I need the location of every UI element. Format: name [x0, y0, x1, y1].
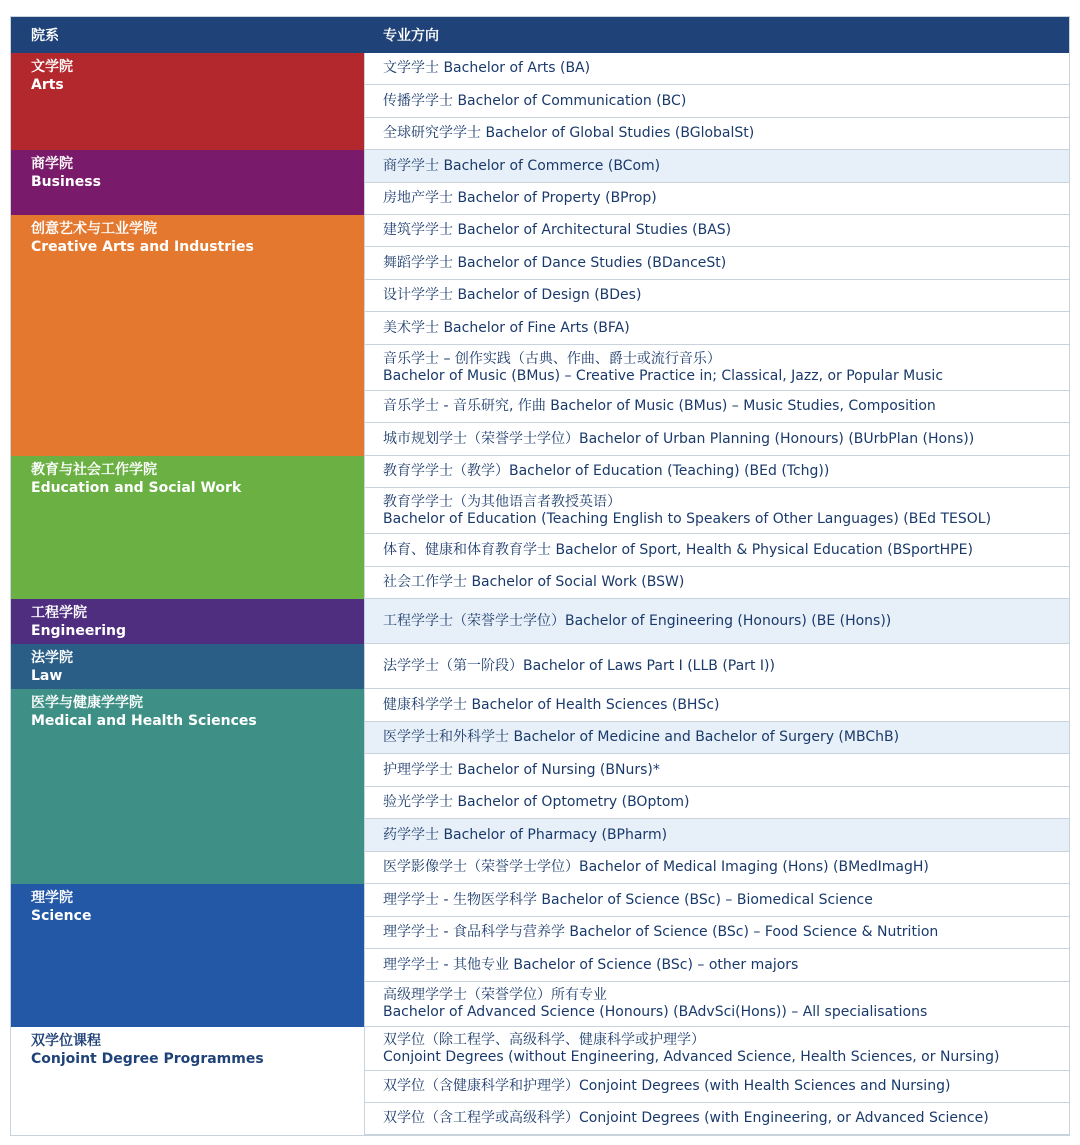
programme-row — [364, 787, 1069, 819]
programme-text: 商学学士 Bachelor of Commerce (BCom) — [383, 157, 661, 174]
programme-text: 美术学士 Bachelor of Fine Arts (BFA) — [383, 319, 630, 336]
faculty-cell — [11, 456, 364, 599]
faculty-name-zh: 文学院 — [31, 59, 73, 75]
faculty-cell — [11, 1027, 364, 1135]
faculty-name-en: Law — [31, 668, 63, 684]
programme-list — [364, 1027, 1069, 1135]
faculty-name-zh: 理学院 — [31, 890, 73, 906]
faculty-name-en: Business — [31, 174, 101, 190]
programme-row — [364, 280, 1069, 312]
programme-row — [364, 819, 1069, 852]
programme-text: 医学学士和外科学士 Bachelor of Medicine and Bachelor of Surgery (MBChB) — [383, 729, 900, 745]
programme-row — [364, 567, 1069, 599]
programme-list — [364, 150, 1069, 215]
programme-text: 药学学士 Bachelor of Pharmacy (BPharm) — [383, 826, 668, 843]
header-major: 专业方向 — [383, 28, 439, 44]
programme-text: 理学学士 - 生物医学科学 Bachelor of Science (BSc) – Biomedical Science — [383, 891, 873, 908]
faculty-name-en: Science — [31, 908, 92, 924]
faculty-group — [11, 599, 1069, 644]
programme-text: 护理学学士 Bachelor of Nursing (BNurs)* — [383, 761, 660, 778]
programme-text: 医学影像学士（荣誉学士学位）Bachelor of Medical Imaging (Hons) (BMedImagH) — [383, 859, 929, 875]
programme-text: 验光学学士 Bachelor of Optometry (BOptom) — [383, 794, 690, 810]
programme-text: 高级理学学士（荣誉学位）所有专业 — [383, 987, 607, 1003]
faculty-cell — [11, 53, 364, 150]
programme-table — [10, 16, 1070, 1136]
programme-text: 理学学士 - 食品科学与营养学 Bachelor of Science (BSc) – Food Science & Nutrition — [383, 924, 939, 940]
table-header — [11, 17, 1069, 53]
programme-text: 双学位（除工程学、高级科学、健康科学或护理学） — [383, 1031, 705, 1048]
faculty-group — [11, 644, 1069, 689]
programme-row — [364, 1027, 1069, 1071]
programme-text: 双学位（含工程学或高级科学）Conjoint Degrees (with Engineering, or Advanced Science) — [383, 1110, 989, 1126]
programme-text: 教育学学士（教学）Bachelor of Education (Teaching) (BEd (Tchg)) — [383, 463, 830, 479]
programme-list — [364, 644, 1069, 689]
programme-text: Bachelor of Advanced Science (Honours) (BAdvSci(Hons)) – All specialisations — [383, 1004, 928, 1020]
programme-list — [364, 689, 1069, 884]
programme-text: 双学位（含健康科学和护理学）Conjoint Degrees (with Health Sciences and Nursing) — [383, 1078, 951, 1094]
programme-text: 传播学学士 Bachelor of Communication (BC) — [383, 92, 687, 109]
programme-list — [364, 599, 1069, 644]
programme-row — [364, 949, 1069, 982]
faculty-group — [11, 150, 1069, 215]
programme-row — [364, 852, 1069, 884]
programme-row — [364, 85, 1069, 118]
programme-row — [364, 644, 1069, 689]
faculty-cell — [11, 884, 364, 1027]
programme-row — [364, 884, 1069, 917]
programme-text: 建筑学学士 Bachelor of Architectural Studies (BAS) — [383, 222, 732, 238]
faculty-name-en: Conjoint Degree Programmes — [31, 1051, 264, 1067]
faculty-group — [11, 689, 1069, 884]
faculty-cell — [11, 150, 364, 215]
programme-text: 社会工作学士 Bachelor of Social Work (BSW) — [383, 574, 685, 590]
faculty-name-en: Medical and Health Sciences — [31, 713, 257, 729]
programme-row — [364, 312, 1069, 345]
programme-text: 工程学学士（荣誉学士学位）Bachelor of Engineering (Honours) (BE (Hons)) — [383, 612, 892, 629]
programme-row — [364, 917, 1069, 949]
faculty-name-zh: 工程学院 — [31, 605, 87, 621]
programme-row — [364, 1103, 1069, 1135]
programme-text: 文学学士 Bachelor of Arts (BA) — [383, 60, 591, 76]
programme-text: 房地产学士 Bachelor of Property (BProp) — [383, 190, 657, 206]
faculty-name-en: Arts — [31, 77, 64, 93]
faculty-group — [11, 456, 1069, 599]
programme-row — [364, 423, 1069, 456]
programme-row — [364, 754, 1069, 787]
faculty-name-zh: 法学院 — [31, 650, 73, 666]
programme-row — [364, 456, 1069, 488]
faculty-group — [11, 884, 1069, 1027]
programme-row — [364, 599, 1069, 644]
programme-row — [364, 722, 1069, 754]
faculty-cell — [11, 644, 364, 689]
faculty-name-en: Education and Social Work — [31, 480, 242, 496]
programme-row — [364, 391, 1069, 423]
programme-text: 法学学士（第一阶段）Bachelor of Laws Part I (LLB (Part I)) — [383, 657, 775, 674]
programme-row — [364, 488, 1069, 534]
programme-row — [364, 534, 1069, 567]
programme-row — [364, 118, 1069, 150]
table-body — [11, 53, 1069, 1135]
faculty-cell — [11, 215, 364, 456]
programme-row — [364, 1071, 1069, 1103]
faculty-cell — [11, 599, 364, 644]
programme-row — [364, 247, 1069, 280]
programme-text: Bachelor of Education (Teaching English to Speakers of Other Languages) (BEd TESOL) — [383, 510, 992, 527]
faculty-name-en: Creative Arts and Industries — [31, 239, 254, 255]
programme-text: 舞蹈学学士 Bachelor of Dance Studies (BDanceSt) — [383, 254, 727, 271]
programme-row — [364, 215, 1069, 247]
programme-row — [364, 53, 1069, 85]
programme-text: 理学学士 - 其他专业 Bachelor of Science (BSc) – other majors — [383, 956, 799, 973]
programme-list — [364, 456, 1069, 599]
programme-text: 体育、健康和体育教育学士 Bachelor of Sport, Health & Physical Education (BSportHPE) — [383, 541, 973, 558]
programme-list — [364, 884, 1069, 1027]
programme-list — [364, 53, 1069, 150]
faculty-name-zh: 创意艺术与工业学院 — [31, 221, 157, 237]
programme-row — [364, 982, 1069, 1027]
faculty-cell — [11, 689, 364, 884]
programme-row — [364, 689, 1069, 722]
programme-text: 设计学学士 Bachelor of Design (BDes) — [383, 287, 642, 303]
programme-list — [364, 215, 1069, 456]
faculty-name-zh: 双学位课程 — [31, 1033, 101, 1049]
faculty-group — [11, 1027, 1069, 1135]
programme-text: 城市规划学士（荣誉学士学位）Bachelor of Urban Planning (Honours) (BUrbPlan (Hons)) — [383, 430, 975, 447]
programme-text: Conjoint Degrees (without Engineering, Advanced Science, Health Sciences, or Nursing) — [383, 1048, 1000, 1065]
programme-row — [364, 183, 1069, 215]
programme-text: 教育学学士（为其他语言者教授英语） — [383, 493, 621, 510]
faculty-name-zh: 商学院 — [31, 156, 73, 172]
programme-text: Bachelor of Music (BMus) – Creative Practice in; Classical, Jazz, or Popular Music — [383, 367, 944, 384]
programme-text: 音乐学士 – 创作实践（古典、作曲、爵士或流行音乐） — [383, 350, 721, 367]
programme-row — [364, 345, 1069, 391]
programme-row — [364, 150, 1069, 183]
programme-text: 全球研究学学士 Bachelor of Global Studies (BGlobalSt) — [383, 125, 755, 141]
faculty-name-zh: 教育与社会工作学院 — [31, 462, 157, 478]
programme-text: 音乐学士 - 音乐研究, 作曲 Bachelor of Music (BMus) – Music Studies, Composition — [383, 398, 936, 414]
faculty-name-zh: 医学与健康学学院 — [31, 695, 143, 711]
faculty-group — [11, 53, 1069, 150]
faculty-name-en: Engineering — [31, 623, 126, 639]
programme-text: 健康科学学士 Bachelor of Health Sciences (BHSc) — [383, 696, 720, 713]
faculty-group — [11, 215, 1069, 456]
header-faculty: 院系 — [31, 28, 59, 44]
